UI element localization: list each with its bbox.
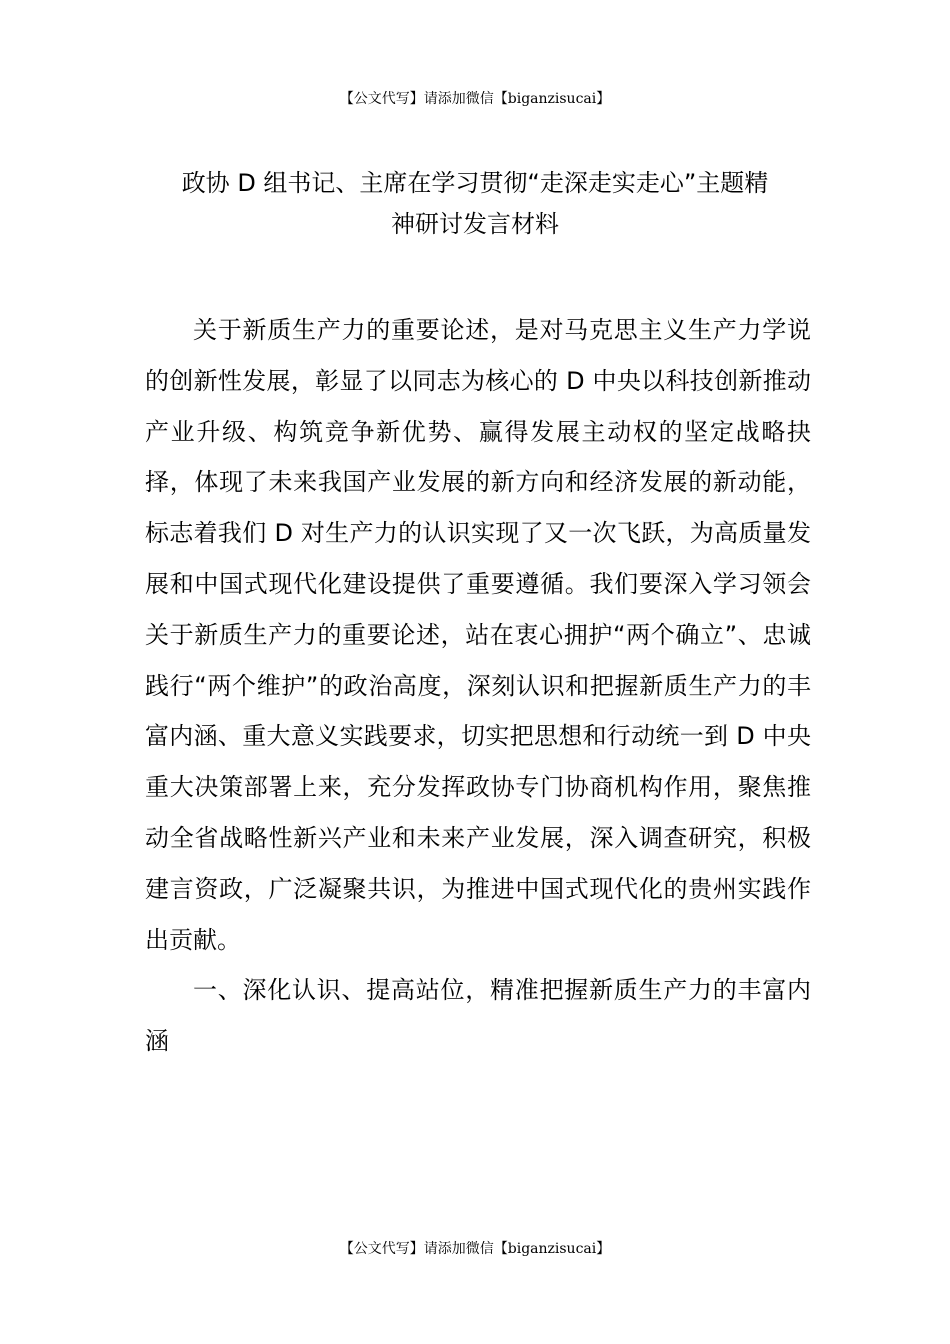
document-title-line-2: 神研讨发言材料 bbox=[391, 210, 559, 238]
body-paragraph-intro: 关于新质生产力的重要论述，是对马克思主义生产力学说的创新性发展，彰显了以同志为核心的 D 中央以科技创新推动产业升级、构筑竞争新优势、赢得发展主动权的坚定战略抉择，体现了未来我国产业发展的新方向和经济发展的新动能，标志着我们 D 对生产力的认识实现了又一次飞跃，为高质量发展和中国式现代化建设提供了重要遵循。我们要深入学习领会关于新质生产力的重要论述，站在衷心拥护“两个确立”、忠诚践行“两个维护”的政治高度，深刻认识和把握新质生产力的丰富内涵、重大意义实践要求，切实把思想和行动统一到 D 中央重大决策部署上来，充分发挥政协专门协商机构作用，聚焦推动全省战略性新兴产业和未来产业发展，深入调查研究，积极建言资政，广泛凝聚共识，为推进中国式现代化的贵州实践作出贡献。 bbox=[145, 316, 811, 954]
page-footer: 【公文代写】请添加微信【biganzisucai】 bbox=[339, 1241, 611, 1257]
page-header: 【公文代写】请添加微信【biganzisucai】 bbox=[339, 91, 611, 107]
document-title-line-1: 政协 D 组书记、主席在学习贯彻“走深走实走心”主题精 bbox=[181, 169, 769, 197]
document-body bbox=[145, 305, 811, 1067]
document-title bbox=[140, 163, 810, 245]
section-heading-1: 一、深化认识、提高站位，精准把握新质生产力的丰富内涵 bbox=[145, 976, 811, 1056]
